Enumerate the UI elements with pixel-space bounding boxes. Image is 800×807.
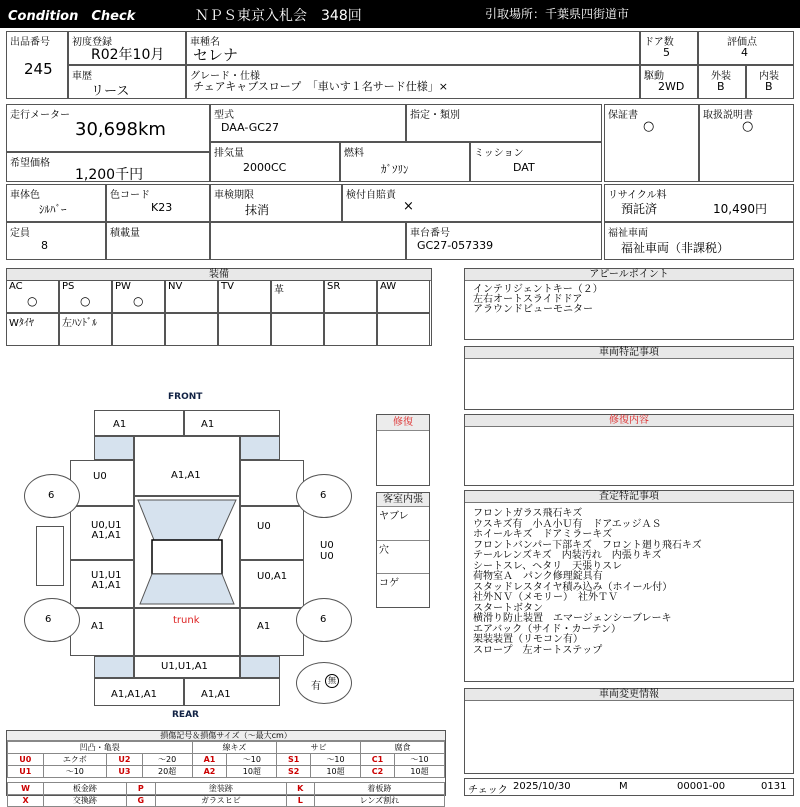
equipment-label: NV (168, 281, 183, 292)
exterior-box (698, 65, 746, 99)
history-box (68, 65, 186, 99)
int-value: B (765, 80, 773, 93)
welfare-label: 福祉車両 (608, 228, 648, 239)
fuel-value: ｶﾞｿﾘﾝ (381, 163, 409, 176)
price-value: 1,200千円 (75, 167, 144, 183)
grade-value: チェアキャブスロープ 「車いす１名サード仕様」× (193, 80, 448, 93)
price-box (6, 152, 210, 182)
check-inspector: M (619, 781, 628, 792)
mileage-label: 走行メーター (10, 110, 70, 121)
side-mirror-left (36, 526, 64, 586)
inspector-note-line: フロントガラス飛石キズ (473, 508, 583, 519)
door-value: 5 (663, 46, 670, 59)
recycle-label: リサイクル料 (608, 190, 667, 201)
equipment-label: AC (9, 281, 23, 292)
first-reg-label: 初度登録 (72, 37, 112, 48)
front-bumper-right: A1 (184, 410, 280, 436)
door-label: ドア数 (644, 37, 674, 48)
footer-bar (464, 778, 794, 796)
inspector-note-line: 横滑り防止装置 エマージェンシーブレーキ (473, 613, 672, 624)
equipment-title: 装備 (7, 269, 431, 281)
equipment-cell (112, 280, 165, 313)
type-value: DAA-GC27 (221, 121, 279, 134)
grade-label: グレード・仕様 (190, 71, 260, 82)
equipment-mark: ○ (133, 294, 144, 308)
equipment-cell (377, 280, 430, 313)
appeal-section (464, 268, 794, 340)
model-box (186, 31, 640, 65)
recycle-value: 10,490円 (713, 202, 767, 216)
displacement-value: 2000CC (243, 161, 287, 174)
color-code-box (106, 184, 210, 222)
vehicle-notes-title: 車両特記事項 (465, 347, 793, 359)
interior-box (746, 65, 794, 99)
insurance-label: 検付自賠責 (346, 190, 396, 201)
door-rear-right: U0,A1 (240, 560, 304, 608)
equipment-label: PS (62, 281, 75, 292)
drive-label: 駆動 (644, 71, 664, 82)
inspector-note-line: テールレンズキズ 内装汚れ 内張りキズ (473, 550, 662, 561)
cabin-item: 穴 (377, 541, 429, 574)
grade-box (186, 65, 640, 99)
equipment-label: Wﾀｲﾔ (9, 318, 34, 329)
headlight-right (240, 436, 280, 460)
mileage-box (6, 104, 210, 152)
vehicle-notes-section (464, 346, 794, 410)
tire-front-right: 6 (296, 474, 352, 518)
mission-label: ミッション (474, 148, 524, 159)
equipment-cell (165, 280, 218, 313)
equipment-cell (112, 313, 165, 346)
inspector-note-line: スロープ 左オートステップ (473, 644, 603, 656)
ext-label: 外装 (711, 71, 731, 82)
inspector-note-line: 社外ＮＶ（メモリー） 社外ＴＶ (473, 592, 618, 603)
manual-value: ○ (742, 119, 754, 134)
equipment-cell (165, 313, 218, 346)
score-box (698, 31, 794, 65)
rear-label: REAR (172, 710, 199, 720)
first-reg-value: R02年10月 (91, 47, 165, 63)
mission-value: DAT (513, 161, 535, 174)
equipment-cell (59, 280, 112, 313)
equipment-label: 左ﾊﾝﾄﾞﾙ (62, 318, 97, 329)
equipment-cell (218, 313, 271, 346)
capacity-box (6, 222, 106, 260)
tire-rear-left: 6 (24, 598, 80, 642)
equipment-label: SR (327, 281, 341, 292)
inspector-note-line: スタッドレスタイヤ積み込み（ホイール付） (473, 581, 673, 593)
roof-outline-icon (134, 496, 240, 608)
manual-box (699, 104, 794, 182)
inspector-note-line: シートスレ、ヘタリ 天張りスレ (473, 560, 623, 572)
inspector-note-line: エアバック（サイド・カーテン） (473, 623, 621, 635)
score-value: 4 (741, 46, 748, 59)
taillight-left (94, 656, 134, 678)
equipment-label: AW (380, 281, 397, 292)
displacement-box (210, 142, 340, 182)
appeal-title: アピールポイント (465, 269, 793, 281)
equipment-mark: ○ (27, 294, 38, 308)
rear-bumper-left: A1,A1,A1 (94, 678, 184, 706)
tire-front-left: 6 (24, 474, 80, 518)
taillight-right (240, 656, 280, 678)
displacement-label: 排気量 (214, 148, 244, 159)
header-bar (0, 0, 800, 28)
color-code-value: K23 (151, 201, 173, 214)
history-value: リース (91, 84, 130, 99)
recycle-box (604, 184, 794, 222)
equipment-label: TV (221, 281, 234, 292)
fuel-box (340, 142, 470, 182)
mission-box (470, 142, 602, 182)
hood: A1,A1 (134, 436, 240, 496)
capacity-label: 定員 (10, 228, 30, 239)
equipment-cell (324, 313, 377, 346)
equipment-label: 革 (274, 285, 284, 296)
repair-content-section (464, 414, 794, 486)
fender-right (240, 460, 304, 506)
color-label: 車体色 (10, 190, 40, 201)
chassis-box (406, 222, 602, 260)
inspector-note-line: ホイールキズ ドアミラーキズ (473, 529, 613, 540)
inspector-notes-section (464, 490, 794, 682)
cabin-box: 客室内張 ヤブレ 穴 コゲ (376, 492, 430, 608)
inspector-notes-title: 査定特記事項 (465, 491, 793, 503)
check-date: 2025/10/30 (513, 781, 571, 792)
inspector-note-line: 荷物室Ａ パンク修理錠具有 (473, 571, 603, 582)
warranty-box (604, 104, 699, 182)
drive-box (640, 65, 698, 99)
front-label: FRONT (168, 392, 203, 402)
door-box (640, 31, 698, 65)
ext-value: B (717, 80, 725, 93)
door-front-right: U0 (240, 506, 304, 560)
legend-marks-table: W 板金跡 P 塗装跡 K 着板跡 X 交換跡 G ガラスヒビ L レンズ割れ (7, 782, 445, 807)
history-label: 車歴 (72, 71, 92, 82)
change-info-section (464, 688, 794, 774)
legend-table: 凹凸・亀裂 線キズ サビ 腐食 U0 エクボ U2 ～20 A1 ～10 S1 ～10 C1 ～10 U1 ～10 U3 20超 A2 10超 S2 10超 C2 10超 (7, 741, 445, 778)
manual-label: 取扱説明書 (703, 110, 753, 121)
appeal-line: インテリジェントキー（２） (473, 284, 603, 295)
inspector-note-line: 架装装置（リモコン有） (473, 634, 583, 645)
tire-rear-right: 6 (296, 598, 352, 642)
roof (134, 496, 240, 608)
header-center-title: ＮＰＳ東京入札会 348回 (195, 8, 362, 24)
equipment-cell (324, 280, 377, 313)
insurance-value: × (403, 199, 414, 214)
warranty-label: 保証書 (608, 110, 638, 121)
change-info-title: 車両変更情報 (465, 689, 793, 701)
lot-value: 245 (24, 60, 53, 78)
type-label: 型式 (214, 110, 234, 121)
insurance-box (342, 184, 602, 222)
fender-left: U0 (70, 460, 134, 506)
equipment-cell (59, 313, 112, 346)
check-code2: 0131 (761, 781, 787, 792)
color-value: ｼﾙﾊﾞｰ (39, 203, 67, 216)
equipment-label: PW (115, 281, 131, 292)
color-box (6, 184, 106, 222)
repair-content-title: 修復内容 (465, 415, 793, 427)
trunk-area: trunk (134, 608, 240, 656)
door-front-left: U0,U1 A1,A1 (70, 506, 134, 560)
spare-tire: 有 無 (296, 662, 352, 704)
cabin-item: ヤブレ (377, 507, 429, 541)
inspector-note-line: ウスキズ有 小Ａ小Ｕ有 ドアエッジＡＳ (473, 518, 662, 530)
capacity-value: 8 (41, 239, 48, 252)
score-label: 評価点 (727, 37, 757, 48)
inspection-value: 抹消 (245, 203, 270, 217)
quarter-left: A1 (70, 608, 134, 656)
blank-box (210, 222, 406, 260)
load-box (106, 222, 210, 260)
mileage-value: 30,698km (75, 119, 166, 140)
check-code1: 00001-00 (677, 781, 726, 792)
inspector-note-line: スタートボタン (473, 602, 543, 614)
chassis-value: GC27-057339 (417, 239, 494, 252)
door-rear-left: U1,U1 A1,A1 (70, 560, 134, 608)
front-bumper-left: A1 (94, 410, 184, 436)
model-label: 車種名 (190, 37, 220, 48)
welfare-value: 福祉車両（非課税） (621, 241, 730, 255)
inspection-box (210, 184, 342, 222)
first-reg-box (68, 31, 186, 65)
appeal-line: アラウンドビューモニター (473, 304, 593, 315)
check-label: チェック (468, 785, 508, 796)
header-location: 引取場所：千葉県四街道市 (485, 7, 630, 21)
designation-box (406, 104, 602, 142)
right-side-extra: U0 U0 (320, 540, 334, 562)
int-label: 内装 (759, 71, 779, 82)
header-left-title: Condition Check (8, 9, 136, 24)
quarter-right: A1 (240, 608, 304, 656)
type-box (210, 104, 406, 142)
drive-value: 2WD (658, 80, 685, 93)
tailgate: U1,U1,A1 (134, 656, 240, 678)
equipment-cell (6, 280, 59, 313)
welfare-box (604, 222, 794, 260)
inspection-label: 車検期限 (214, 190, 254, 201)
designation-label: 指定・類別 (410, 110, 460, 121)
lot-label: 出品番号 (10, 37, 50, 48)
spare-mark: 無 (325, 674, 339, 688)
color-code-label: 色コード (110, 190, 150, 201)
equipment-mark: ○ (80, 294, 91, 308)
equipment-cell (271, 313, 324, 346)
repair-box: 修復 (376, 414, 430, 486)
inspector-note-line: フロントバンパー下部キズ フロント廻り飛石キズ (473, 539, 702, 551)
equipment-cell (377, 313, 430, 346)
damage-legend: 損傷記号＆損傷サイズ（～最大cm） 凹凸・亀裂 線キズ サビ 腐食 U0 エクボ U2 ～20 A1 ～10 S1 ～10 C1 ～10 U1 ～10 U3 20超 A2 10超 S2 10超 C2 10超 W 板金跡 P 塗装跡 K 着板跡 X 交換跡 G ガラスヒビ L レンズ割れ (6, 730, 446, 796)
equipment-cell (271, 280, 324, 313)
load-label: 積載量 (110, 228, 140, 239)
rear-bumper-right: A1,A1 (184, 678, 280, 706)
recycle-status: 預託済 (621, 202, 658, 216)
lot-number-box (6, 31, 68, 99)
cabin-item: コゲ (379, 578, 399, 589)
equipment-cell (6, 313, 59, 346)
chassis-label: 車台番号 (410, 228, 450, 239)
fuel-label: 燃料 (344, 148, 364, 159)
warranty-value: ○ (643, 119, 655, 134)
appeal-line: 左右オートスライドドア (473, 294, 583, 305)
price-label: 希望価格 (10, 158, 50, 169)
model-value: セレナ (193, 46, 239, 64)
headlight-left (94, 436, 134, 460)
equipment-cell (218, 280, 271, 313)
